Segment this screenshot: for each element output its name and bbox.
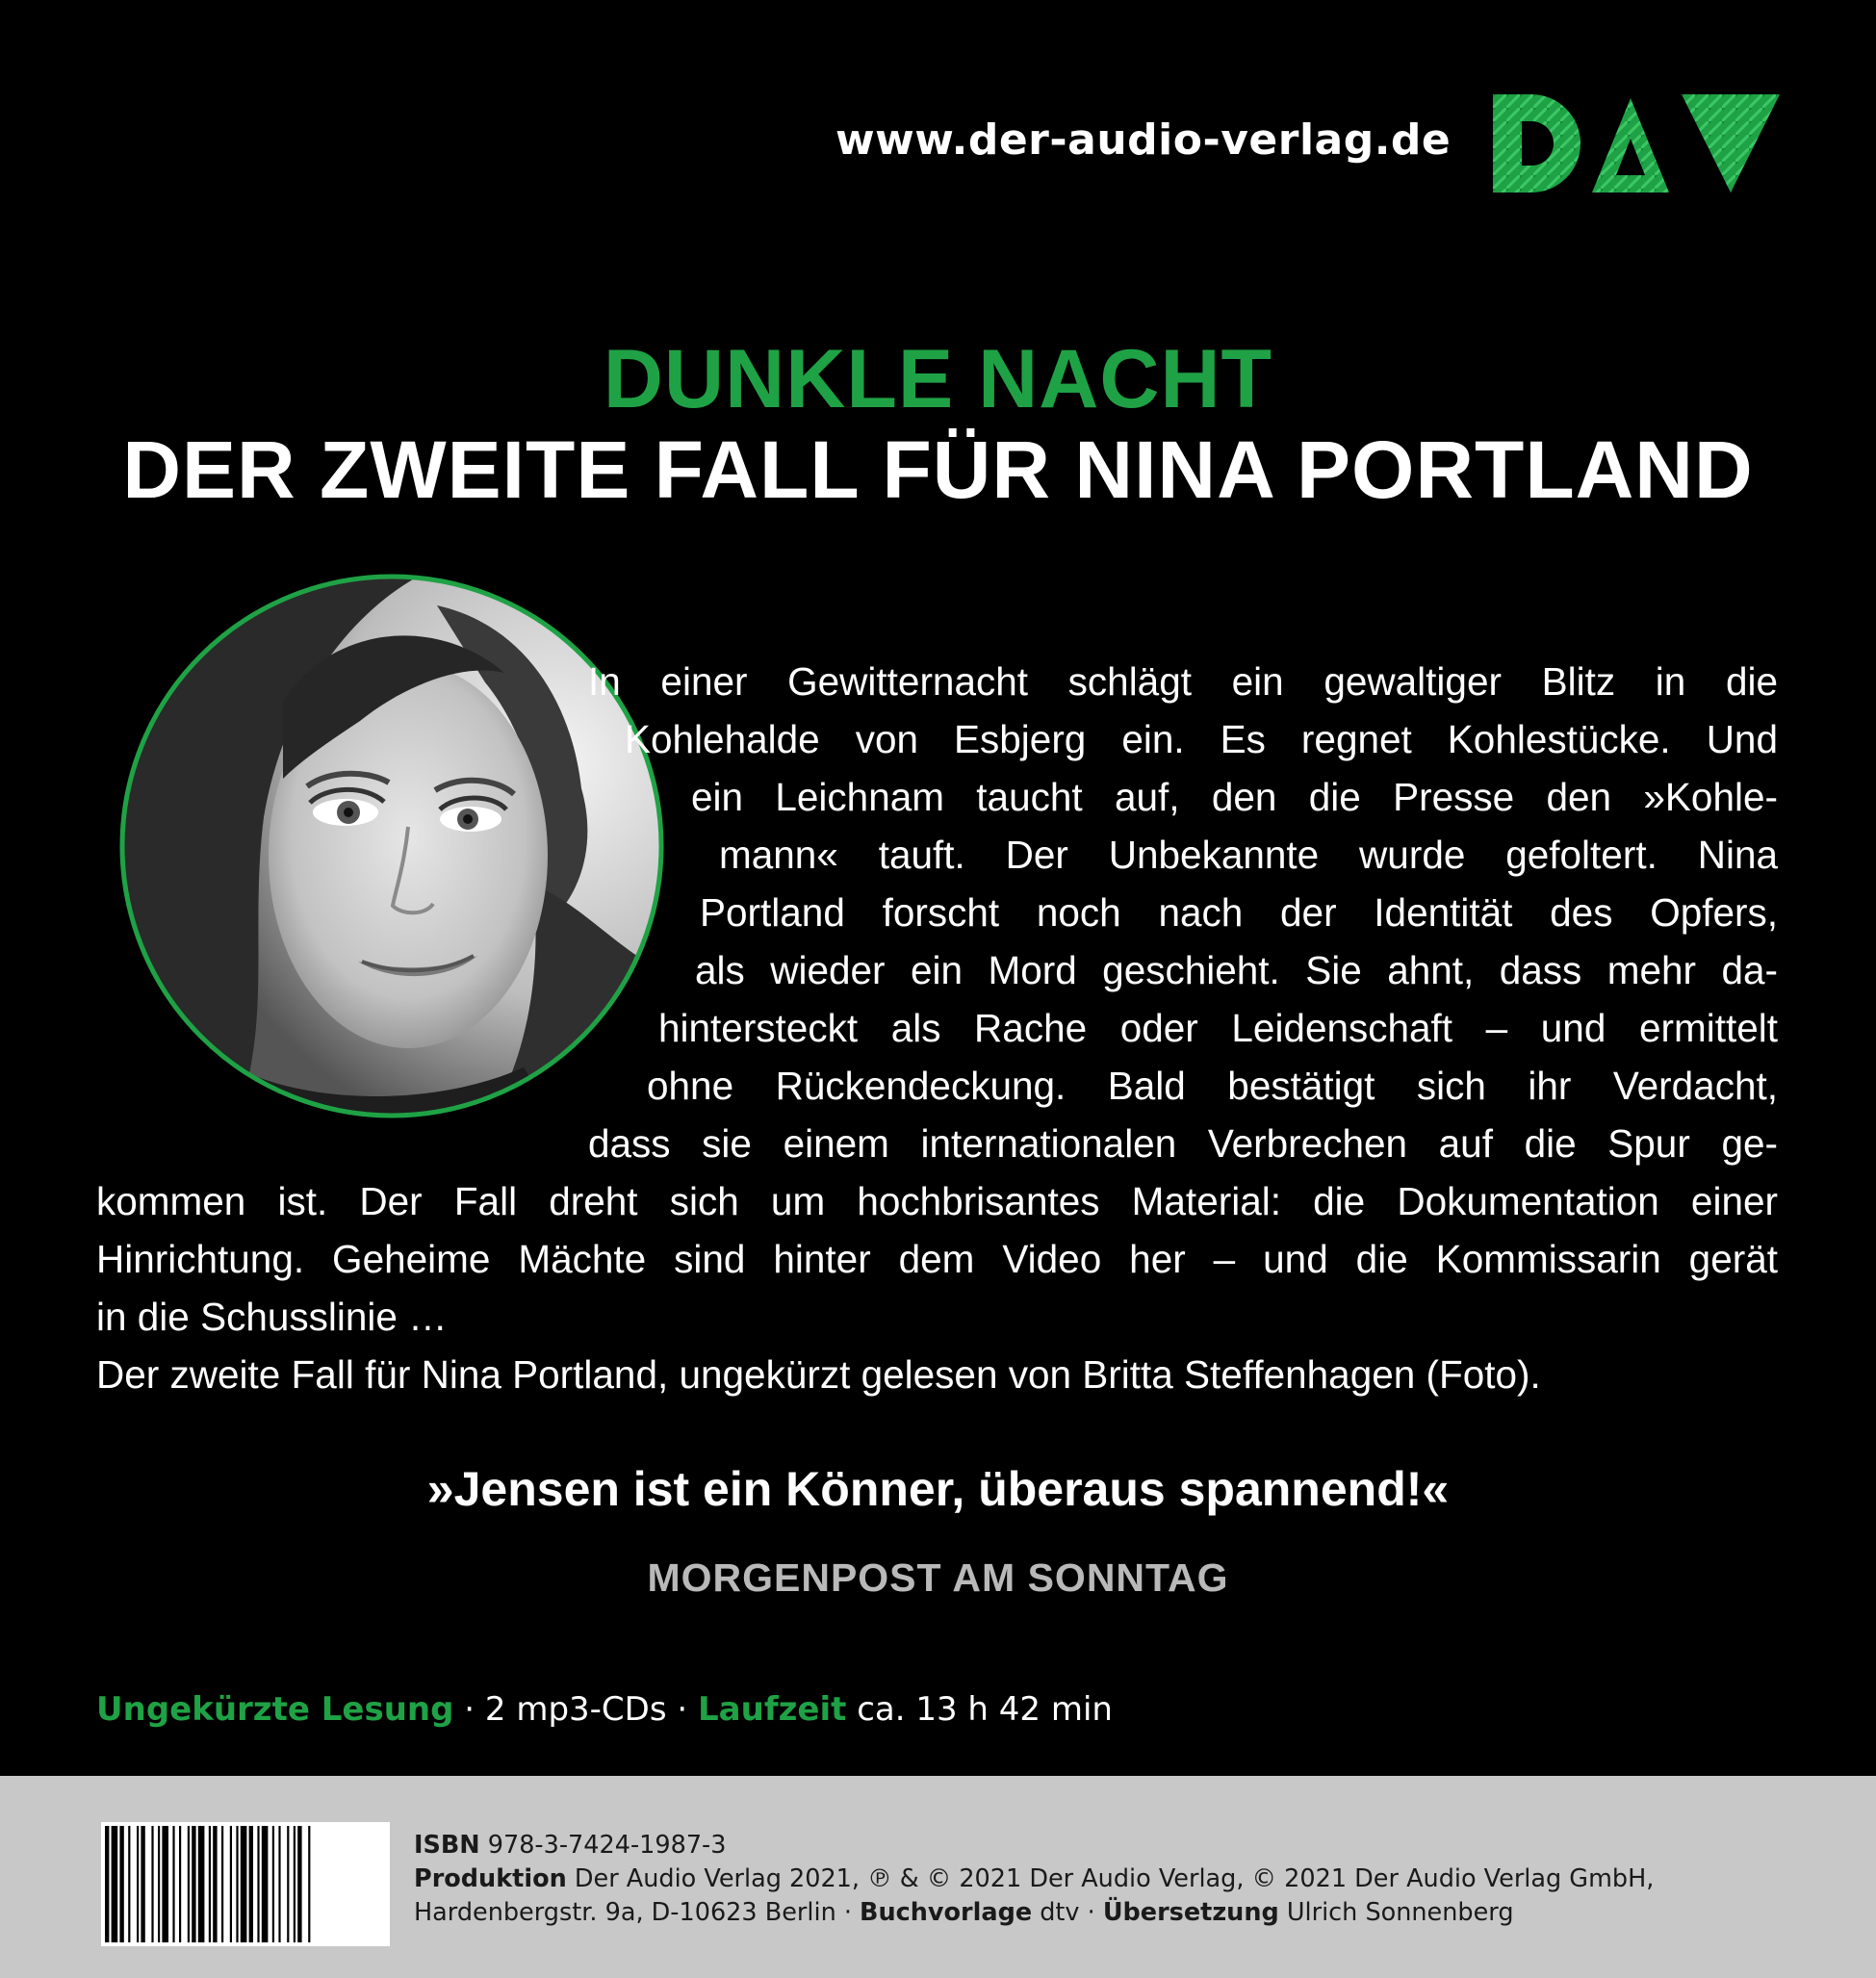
production-label: Produktion	[414, 1864, 567, 1893]
book-title: DUNKLE NACHT	[603, 333, 1273, 425]
isbn-value: 978-3-7424-1987-3	[479, 1831, 727, 1860]
publisher-url[interactable]: www.der-audio-verlag.de	[835, 116, 1452, 165]
credits-line	[414, 1896, 1838, 1930]
production-line	[414, 1862, 1838, 1896]
blurb-line: in die Schusslinie …	[96, 1295, 448, 1339]
legal-info	[414, 1829, 1838, 1964]
disc-count: 2 mp3-CDs	[484, 1690, 667, 1729]
blurb-line: mann« tauft. Der Unbekannte wurde gefoltert. Nina	[719, 833, 1778, 877]
blurb-line: dass sie einem internationalen Verbrechen auf die Spur ge-	[588, 1121, 1778, 1166]
barcode	[101, 1822, 390, 1946]
blurb-line: als wieder ein Mord geschieht. Sie ahnt, dass mehr da-	[695, 948, 1778, 992]
review-quote: »Jensen ist ein Könner, überaus spannend!«	[426, 1462, 1450, 1516]
runtime-value: ca. 13 h 42 min	[846, 1690, 1113, 1729]
separator: ·	[666, 1690, 699, 1729]
separator: ·	[453, 1690, 485, 1729]
isbn-line	[414, 1829, 1838, 1862]
source-label: Buchvorlage	[860, 1898, 1033, 1927]
book-subtitle: DER ZWEITE FALL FÜR NINA PORTLAND	[122, 424, 1754, 515]
product-info	[96, 1690, 1733, 1744]
blurb-line: hintersteckt als Rache oder Leidenschaft – und ermittelt	[658, 1006, 1778, 1050]
blurb-line: Portland forscht noch nach der Identität des Opfers,	[700, 890, 1778, 935]
source-text: dtv ·	[1032, 1898, 1103, 1927]
blurb-line: Der zweite Fall für Nina Portland, ungekürzt gelesen von Britta Steffenhagen (Foto).	[96, 1352, 1541, 1397]
unabridged-label: Ungekürzte Lesung	[96, 1690, 454, 1729]
blurb-line: ein Leichnam taucht auf, den die Presse den »Kohle-	[691, 775, 1778, 819]
blurb-line: ohne Rückendeckung. Bald bestätigt sich ihr Verdacht,	[647, 1064, 1778, 1108]
blurb-line: Kohlehalde von Esbjerg ein. Es regnet Kohlestücke. Und	[625, 717, 1778, 761]
isbn-label: ISBN	[414, 1831, 480, 1860]
blurb-line: kommen ist. Der Fall dreht sich um hochbrisantes Material: die Dokumentation einer	[96, 1179, 1778, 1223]
blurb-line: In einer Gewitternacht schlägt ein gewaltiger Blitz in die	[588, 659, 1778, 704]
runtime-label: Laufzeit	[698, 1690, 847, 1729]
blurb-line: Hinrichtung. Geheime Mächte sind hinter dem Video her – und die Kommissarin gerät	[96, 1237, 1778, 1281]
translation-label: Übersetzung	[1102, 1898, 1279, 1927]
production-text: Der Audio Verlag 2021, ℗ & © 2021 Der Audio Verlag, © 2021 Der Audio Verlag GmbH,	[566, 1864, 1655, 1893]
address: Hardenbergstr. 9a, D-10623 Berlin ·	[414, 1898, 861, 1927]
review-source: MORGENPOST AM SONNTAG	[647, 1555, 1229, 1600]
translation-text: Ulrich Sonnenberg	[1278, 1898, 1514, 1927]
